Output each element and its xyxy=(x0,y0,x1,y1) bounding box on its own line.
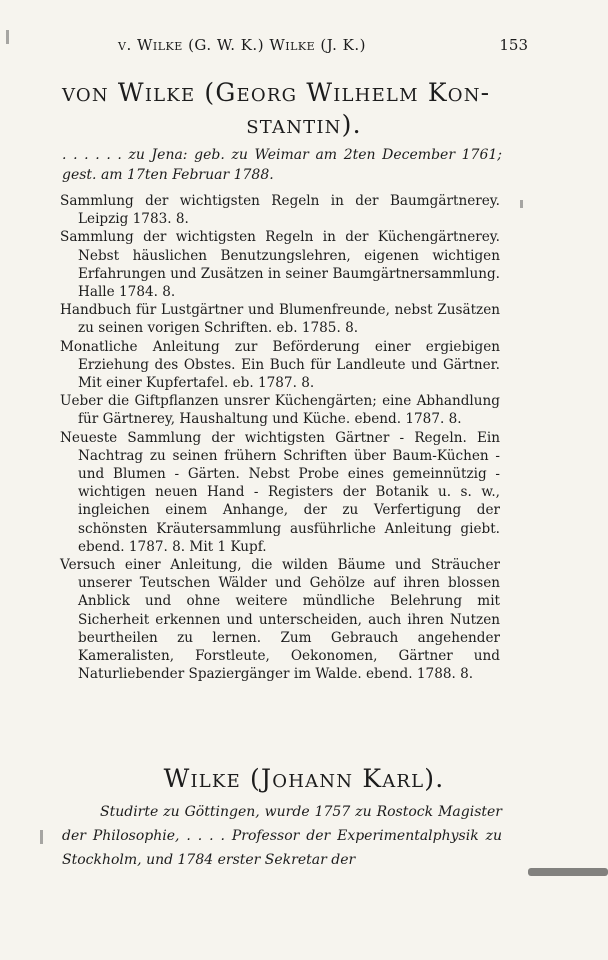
work-item: Handbuch für Lustgärtner und Blumenfreunde, nebst Zusätzen zu seinen vorigen Schriften. eb. 1785. 8. xyxy=(60,302,500,337)
entry-intro: . . . . . . zu Jena: geb. zu Weimar am 2ten December 1761; gest. am 17ten Februar 1788. xyxy=(62,147,502,183)
running-head xyxy=(0,36,608,58)
works-list xyxy=(60,192,500,683)
margin-speck xyxy=(40,830,43,844)
work-item: Versuch einer Anleitung, die wilden Bäume und Sträucher unserer Teutschen Wälder und Gehölze auf ihren blossen Anblick und ohne weitere mündliche Belehrung mit Sicherheit erkennen und unterscheiden, auch ihren Nutzen beurtheilen zu lernen. Zum Gebrauch angehender Kameralisten, Forstleute, Oekonomen, Gärtner und Naturliebender Spaziergänger im Walde. ebend. 1788. 8. xyxy=(60,557,500,683)
work-item: Sammlung der wichtigsten Regeln in der Baumgärtnerey. Leipzig 1783. 8. xyxy=(60,193,500,228)
page-number: 153 xyxy=(499,36,528,54)
ink-stain xyxy=(528,868,608,876)
work-item: Sammlung der wichtigsten Regeln in der Küchengärtnerey. Nebst häuslichen Benutzungslehren, eigenen wichtigen Erfahrungen und Zusätzen in seiner Baumgärtnersammlung. Halle 1784. 8. xyxy=(60,229,500,301)
work-item: Ueber die Giftpflanzen unsrer Küchengärten; eine Abhandlung für Gärtnerey, Haushaltung und Küche. ebend. 1787. 8. xyxy=(60,393,500,428)
running-head-title: v. Wilke (G. W. K.) Wilke (J. K.) xyxy=(118,36,366,54)
work-item: Monatliche Anleitung zur Beförderung einer ergiebigen Erziehung des Obstes. Ein Buch für Landleute und Gärtner. Mit einer Kupfertafel. eb. 1787. 8. xyxy=(60,338,500,392)
margin-speck xyxy=(520,200,523,208)
entry-heading-wilke-georg-cont: stantin). xyxy=(246,110,362,139)
entry-biography: Studirte zu Göttingen, wurde 1757 zu Rostock Magister der Philosophie, . . . . Professor der Experimentalphysik zu Stockholm, und 1784 erster Sekretar der xyxy=(62,804,502,868)
margin-speck xyxy=(6,30,9,44)
entry-heading-wilke-johann: Wilke (Johann Karl). xyxy=(163,764,445,793)
work-item: Neueste Sammlung der wichtigsten Gärtner - Regeln. Ein Nachtrag zu seinen frühern Schriften über Baum-Küchen - und Blumen - Gärten. Nebst Probe eines gemeinnützig - wichtigen neuen Hand - Registers der Botanik u. s. w., ingleichen einem Anhange, der zu Verfertigung der schönsten Kräutersammlung ausführliche Anleitung giebt. ebend. 1787. 8. Mit 1 Kupf. xyxy=(60,429,500,555)
entry-heading-wilke-georg: von Wilke (Georg Wilhelm Kon- xyxy=(62,78,491,107)
